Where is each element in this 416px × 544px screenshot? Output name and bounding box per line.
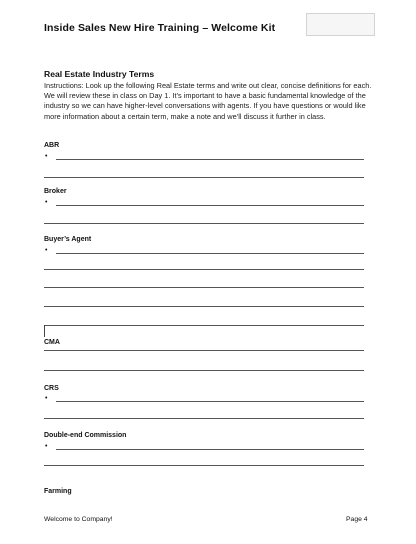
bullet-icon: • <box>45 247 48 254</box>
answer-line[interactable] <box>56 401 364 402</box>
answer-line[interactable] <box>44 287 364 288</box>
text-cursor-mark <box>44 325 45 337</box>
answer-line[interactable] <box>44 350 364 351</box>
answer-line[interactable] <box>56 253 364 254</box>
bullet-icon: • <box>45 199 48 206</box>
answer-line[interactable] <box>44 223 364 224</box>
answer-line[interactable] <box>44 306 364 307</box>
answer-bullet-row <box>44 152 364 162</box>
section-title: Real Estate Industry Terms <box>44 69 155 79</box>
answer-bullet-row <box>44 394 364 404</box>
bullet-icon: • <box>45 395 48 402</box>
answer-line[interactable] <box>56 449 364 450</box>
term-label: CRS <box>44 385 59 392</box>
header-logo-placeholder <box>306 13 375 36</box>
term-label: CMA <box>44 339 60 346</box>
instructions-paragraph: Instructions: Look up the following Real Estate terms and write out clear, concise definitions for each. We will review these in class on Day 1. It’s important to have a basic fundamental knowledge of the industry so we can have higher-level conversations with agents. If you have questions or would like more information about a certain term, make a note and we’ll discuss it further in class. <box>44 81 372 121</box>
answer-line[interactable] <box>44 269 364 270</box>
answer-line[interactable] <box>44 177 364 178</box>
term-label: Farming <box>44 488 72 495</box>
term-label: Buyer’s Agent <box>44 236 92 243</box>
bullet-icon: • <box>45 443 48 450</box>
term-label: Double-end Commission <box>44 432 127 439</box>
answer-line[interactable] <box>56 205 364 206</box>
document-header-title: Inside Sales New Hire Training – Welcome Kit <box>44 22 276 34</box>
answer-bullet-row <box>44 198 364 208</box>
answer-bullet-row <box>44 442 364 452</box>
bullet-icon: • <box>45 153 48 160</box>
term-label: Broker <box>44 188 67 195</box>
answer-line[interactable] <box>56 159 364 160</box>
answer-bullet-row <box>44 246 364 256</box>
answer-line[interactable] <box>44 370 364 371</box>
answer-line[interactable] <box>44 325 364 326</box>
page-number: Page 4 <box>346 516 368 523</box>
answer-line[interactable] <box>44 465 364 466</box>
term-label: ABR <box>44 142 60 149</box>
answer-line[interactable] <box>44 418 364 419</box>
footer-left-text: Welcome to Company! <box>44 516 113 523</box>
